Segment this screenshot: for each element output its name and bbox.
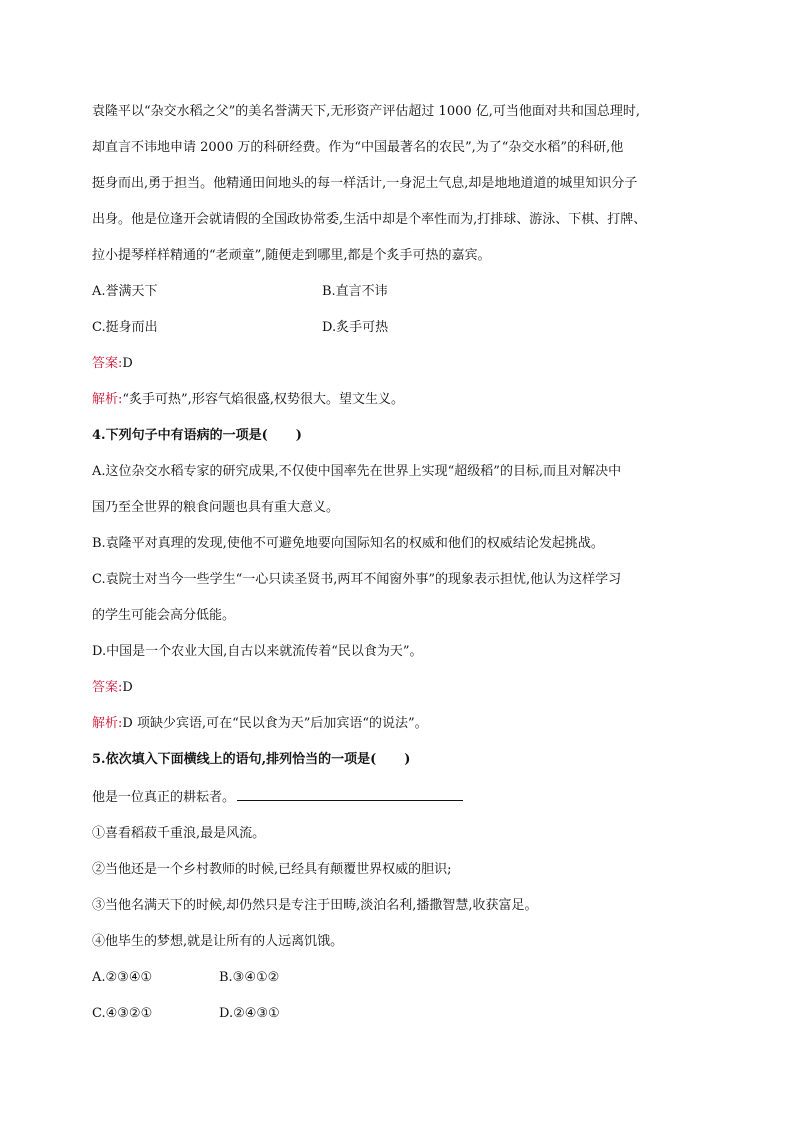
q5-option-c: C.④③②①	[92, 1006, 153, 1021]
q3-option-c: C.挺身而出	[92, 320, 158, 335]
q5-stem	[92, 750, 716, 770]
question-stem: 5.依次填入下面横线上的语句,排列恰当的一项是(	[92, 752, 377, 767]
question-stem-end: )	[404, 752, 411, 767]
q4-option-a-line-2: 国乃至全世界的粮食问题也具有重大意义。	[92, 500, 340, 515]
q3-analysis	[92, 390, 716, 410]
q5-lead	[92, 786, 716, 808]
question-stem-end: )	[295, 428, 302, 443]
lead-text: 他是一位真正的耕耘者。	[92, 790, 236, 805]
q5-option-d: D.②④③①	[219, 1006, 280, 1021]
q4-option-d: D.中国是一个农业大国,自古以来就流传着“民以食为天”。	[92, 644, 423, 659]
q4-option-c-line-1: C.袁院士对当今一些学生“一心只读圣贤书,两耳不闻窗外事”的现象表示担忧,他认为这样学习	[92, 572, 622, 587]
q4-analysis	[92, 714, 716, 734]
passage-line: 出身。他是位逢开会就请假的全国政协常委,生活中却是个率性而为,打排球、游泳、下棋、打牌、	[92, 212, 647, 227]
answer-label: 答案:	[92, 356, 123, 371]
q5-option-a: A.②③④①	[92, 970, 153, 985]
answer-value: D	[122, 356, 133, 371]
q4-option-b: B.袁隆平对真理的发现,使他不可避免地要向国际知名的权威和他们的权威结论发起挑战。	[92, 536, 604, 551]
q3-option-d: D.炙手可热	[322, 320, 389, 335]
q5-option-b: B.③④①②	[219, 970, 280, 985]
analysis-label: 解析:	[92, 716, 123, 731]
q5-item-2: ②当他还是一个乡村教师的时候,已经具有颠覆世界权威的胆识;	[92, 862, 452, 877]
q5-item-3: ③当他名满天下的时候,却仍然只是专注于田畴,淡泊名利,播撒智慧,收获富足。	[92, 898, 538, 913]
q5-item-1: ①喜看稻菽千重浪,最是风流。	[92, 826, 266, 841]
q4-option-a-line-1: A.这位杂交水稻专家的研究成果,不仅使中国率先在世界上实现“超级稻”的目标,而且对解决中	[92, 464, 622, 479]
passage-line: 拉小提琴样样精通的“老顽童”,随便走到哪里,都是个炙手可热的嘉宾。	[92, 248, 491, 263]
q4-option-c-line-2: 的学生可能会高分低能。	[92, 608, 236, 623]
q3-answer	[92, 354, 716, 374]
q5-options-row-1	[92, 968, 716, 988]
q3-option-b: B.直言不讳	[322, 284, 388, 299]
document-page	[92, 102, 716, 1040]
question-stem: 4.下列句子中有语病的一项是(	[92, 428, 268, 443]
q5-options-row-2	[92, 1004, 716, 1024]
q4-stem	[92, 426, 716, 446]
analysis-text: “炙手可热”,形容气焰很盛,权势很大。望文生义。	[122, 392, 404, 407]
q5-item-4: ④他毕生的梦想,就是让所有的人远离饥饿。	[92, 934, 344, 949]
analysis-text: D 项缺少宾语,可在“民以食为天”后加宾语“的说法”。	[122, 716, 428, 731]
q3-options-row-2	[92, 318, 716, 338]
fill-blank-line	[237, 786, 463, 801]
q4-answer	[92, 678, 716, 698]
answer-value: D	[122, 680, 133, 695]
passage-line: 却直言不讳地申请 2000 万的科研经费。作为“中国最著名的农民”,为了“杂交水稻”的科研,他	[92, 140, 624, 155]
passage-line: 袁隆平以“杂交水稻之父”的美名誉满天下,无形资产评估超过 1000 亿,可当他面对共和国总理时,	[92, 104, 641, 119]
q3-passage	[92, 102, 716, 266]
passage-line: 挺身而出,勇于担当。他精通田间地头的每一样活计,一身泥土气息,却是地地道道的城里知识分子	[92, 176, 638, 191]
answer-label: 答案:	[92, 680, 123, 695]
q3-options-row-1	[92, 282, 716, 302]
q3-option-a: A.誉满天下	[92, 284, 158, 299]
analysis-label: 解析:	[92, 392, 123, 407]
